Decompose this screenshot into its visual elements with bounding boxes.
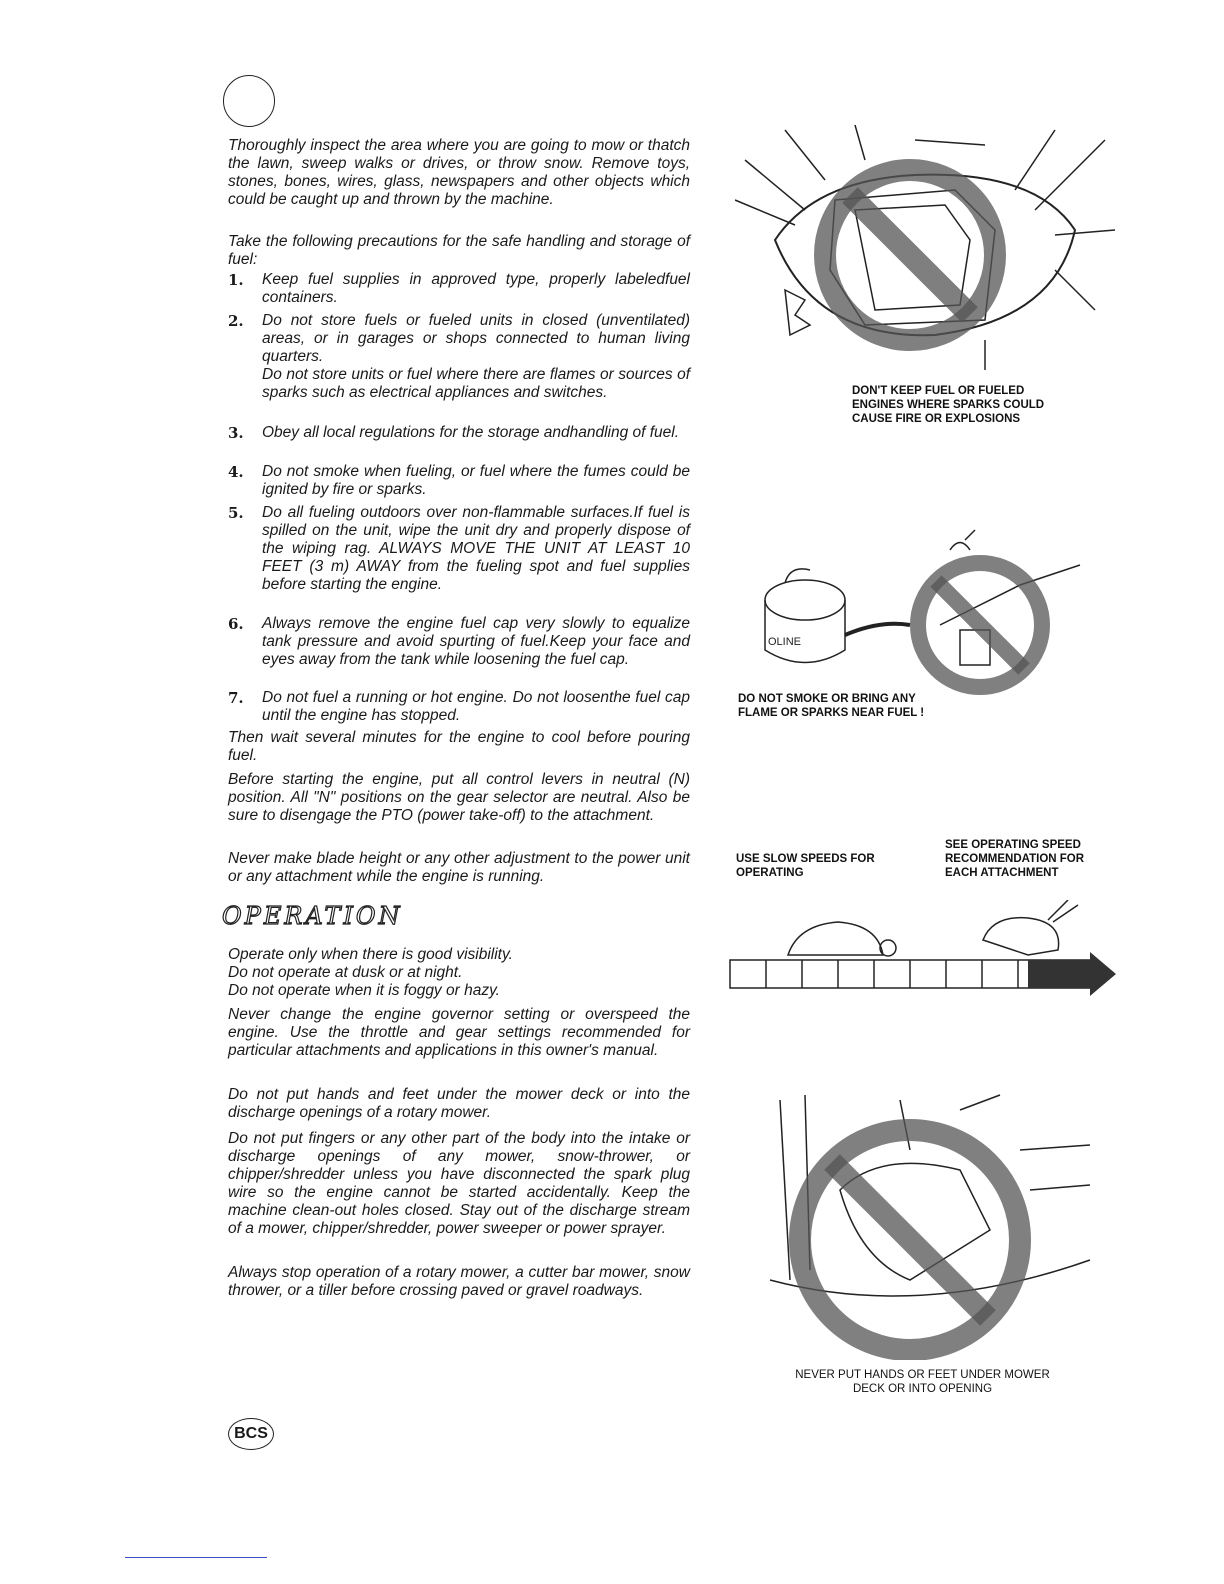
fuel-rule-3 xyxy=(228,424,690,442)
fuel-rule-2 xyxy=(228,312,690,402)
precautions-intro: Take the following precautions for the safe handling and storage of fuel: xyxy=(228,233,690,268)
prohibition-icon xyxy=(825,170,995,340)
hands-feet-paragraph: Do not put hands and feet under the mower deck or into the discharge openings of a rotary mower. xyxy=(228,1086,690,1121)
bcs-logo: BCS xyxy=(228,1418,274,1450)
never-hands-caption-line2: DECK OR INTO OPENING xyxy=(852,1383,993,1395)
rule-number: 3. xyxy=(228,424,244,442)
rule-number: 5. xyxy=(228,504,244,522)
never-hands-caption xyxy=(745,1368,1100,1396)
rule-number: 2. xyxy=(228,312,244,330)
bottom-rule xyxy=(125,1557,267,1558)
dusk-line: Do not operate at dusk or at night. xyxy=(228,964,463,981)
fuel-rule-1 xyxy=(228,271,690,307)
cool-wait-paragraph: Then wait several minutes for the engine to cool before pouring fuel. xyxy=(228,729,690,764)
rule-text: Do not store fuels or fueled units in closed (unventilated) areas, or in garages or shops connected to human living quarters. xyxy=(262,312,690,365)
no-adjust-paragraph: Never make blade height or any other adjustment to the power unit or any attachment while the engine is running. xyxy=(228,850,690,885)
rule-text: Do not fuel a running or hot engine. Do not loosenthe fuel cap until the engine has stopped. xyxy=(262,689,690,724)
rule-number: 6. xyxy=(228,615,244,633)
fuel-rule-6 xyxy=(228,615,690,669)
fuel-rule-5 xyxy=(228,504,690,594)
no-smoking-fuel-illustration xyxy=(760,525,1090,705)
see-speed-caption: SEE OPERATING SPEED RECOMMENDATION FOR EACH ATTACHMENT xyxy=(945,839,1085,879)
stop-paragraph: Always stop operation of a rotary mower, a cutter bar mower, snow thrower, or a tiller before crossing paved or gravel roadways. xyxy=(228,1264,690,1299)
rule-text: Do all fueling outdoors over non-flammable surfaces.If fuel is spilled on the unit, wipe the unit dry and properly dispose of the wiping rag. ALWAYS MOVE THE UNIT AT LEAST 10 FEET (3 m) AWAY from the fueling spot and fuel supplies before starting the engine. xyxy=(262,504,690,593)
visibility-line: Operate only when there is good visibility. xyxy=(228,946,513,963)
fuel-rule-7 xyxy=(228,689,690,725)
speed-arrow xyxy=(1028,952,1116,996)
inspect-paragraph: Thoroughly inspect the area where you are going to mow or thatch the lawn, sweep walks or drives, or throw snow. Remove toys, stones, bones, wires, glass, newspapers and other objects which could be caught up and thrown by the machine. xyxy=(228,137,690,208)
never-hands-caption-line1: NEVER PUT HANDS OR FEET UNDER MOWER xyxy=(795,1369,1050,1381)
no-smoke-caption: DO NOT SMOKE OR BRING ANY FLAME OR SPARKS NEAR FUEL ! xyxy=(738,693,925,719)
rabbit-icon xyxy=(983,918,1059,955)
operation-heading: OPERATION xyxy=(222,902,403,930)
governor-paragraph: Never change the engine governor setting or overspeed the engine. Use the throttle and gear settings recommended for particular attachments and applications in this owner's manual. xyxy=(228,1006,690,1059)
speed-bar-illustration xyxy=(728,900,1120,1000)
fuel-sparks-caption: DON'T KEEP FUEL OR FUELED ENGINES WHERE SPARKS COULD CAUSE FIRE OR EXPLOSIONS xyxy=(852,385,1045,425)
rule-text: Always remove the engine fuel cap very slowly to equalize tank pressure and avoid spurting of fuel.Keep your face and eyes away from the tank while loosening the fuel cap. xyxy=(262,615,690,668)
hands-feet-illustration xyxy=(760,1090,1100,1360)
fuel-rule-4 xyxy=(228,463,690,499)
prohibition-icon xyxy=(918,563,1042,687)
foggy-line: Do not operate when it is foggy or hazy. xyxy=(228,982,500,999)
rule-text: Do not smoke when fueling, or fuel where the fumes could be ignited by fire or sparks. xyxy=(262,463,690,498)
turtle-icon xyxy=(788,922,883,955)
rule-text: Obey all local regulations for the storage andhandling of fuel. xyxy=(262,424,680,441)
fuel-can-label: OLINE xyxy=(768,636,802,648)
section-circle-marker xyxy=(223,75,275,127)
rule-text: Keep fuel supplies in approved type, properly labeledfuel containers. xyxy=(262,271,690,306)
rule-number: 1. xyxy=(228,271,244,289)
rule-number: 7. xyxy=(228,689,244,707)
rule-number: 4. xyxy=(228,463,244,481)
fuel-sparks-illustration xyxy=(735,120,1125,380)
slow-speeds-caption: USE SLOW SPEEDS FOR OPERATING xyxy=(736,853,875,879)
fingers-paragraph: Do not put fingers or any other part of the body into the intake or discharge openings of any mower, snow-thrower, or chipper/shredder unless you have disconnected the spark plug wire so the engine cannot be started accidentally. Keep the machine clean-out holes closed. Stay out of the discharge stream of a mower, chipper/shredder, power sweeper or power sprayer. xyxy=(228,1130,690,1237)
before-start-paragraph: Before starting the engine, put all control levers in neutral (N) position. All "N" positions on the gear selector are neutral. Also be sure to disengage the PTO (power take-off) to the attachment. xyxy=(228,771,690,824)
rule-text-continued: Do not store units or fuel where there are flames or sources of sparks such as electrical appliances and switches. xyxy=(262,366,690,401)
